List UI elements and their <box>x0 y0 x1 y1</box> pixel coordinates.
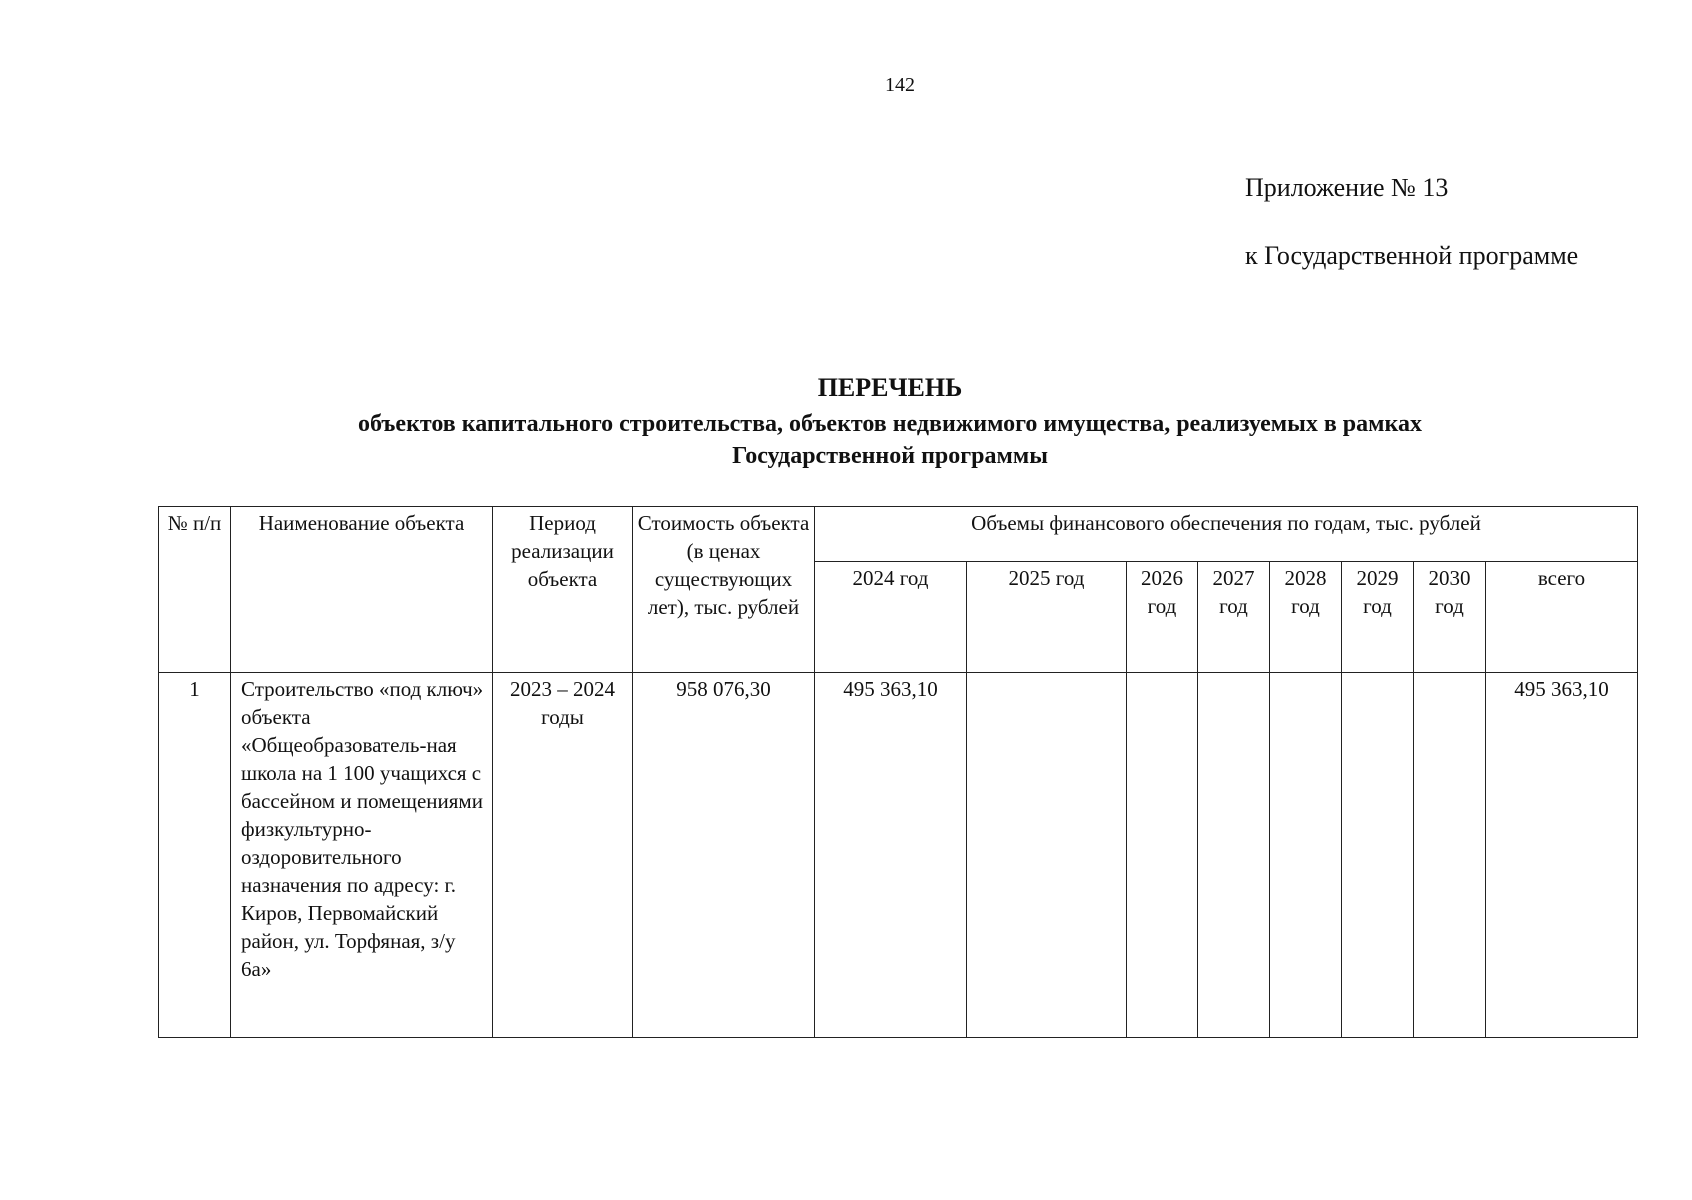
cell-year-2024: 495 363,10 <box>815 673 967 1038</box>
header-year-2024: 2024 год <box>815 562 967 673</box>
header-object-name: Наименование объекта <box>231 507 493 673</box>
cell-period: 2023 – 2024 годы <box>493 673 633 1038</box>
cell-year-2025 <box>967 673 1127 1038</box>
document-subtitle-line-2: Государственной программы <box>732 443 1048 469</box>
cell-cost: 958 076,30 <box>633 673 815 1038</box>
cell-total: 495 363,10 <box>1486 673 1638 1038</box>
cell-year-2026 <box>1127 673 1198 1038</box>
header-funding-group: Объемы финансового обеспечения по годам, тыс. рублей <box>815 507 1638 562</box>
cell-year-2027 <box>1198 673 1270 1038</box>
header-num: № п/п <box>159 507 231 673</box>
cell-object-name: Строительство «под ключ» объекта «Общеобразователь-ная школа на 1 100 учащихся с бассейном и помещениями физкультурно-оздоровительного назначения по адресу: г. Киров, Первомайский район, ул. Торфяная, з/у 6а» <box>231 673 493 1038</box>
header-cost: Стоимость объекта (в ценах существующих лет), тыс. рублей <box>633 507 815 673</box>
cell-year-2028 <box>1270 673 1342 1038</box>
header-year-2025: 2025 год <box>967 562 1127 673</box>
header-year-2027: 2027 год <box>1198 562 1270 673</box>
document-title: ПЕРЕЧЕНЬ <box>817 373 963 402</box>
header-total: всего <box>1486 562 1638 673</box>
header-year-2026: 2026 год <box>1127 562 1198 673</box>
cell-year-2029 <box>1342 673 1414 1038</box>
header-year-2028: 2028 год <box>1270 562 1342 673</box>
table-row <box>159 673 1638 1038</box>
document-subtitle-line-1: объектов капитального строительства, объектов недвижимого имущества, реализуемых в рамках <box>358 411 1422 437</box>
page-number: 142 <box>885 74 915 96</box>
document-subtitle <box>160 408 1620 472</box>
appendix-label: Приложение № 13 <box>1245 173 1449 202</box>
appendix-reference: к Государственной программе <box>1245 241 1579 270</box>
table-header-row <box>159 507 1638 562</box>
header-year-2030: 2030 год <box>1414 562 1486 673</box>
objects-table <box>158 506 1638 1038</box>
header-year-2029: 2029 год <box>1342 562 1414 673</box>
cell-num: 1 <box>159 673 231 1038</box>
header-period: Период реализации объекта <box>493 507 633 673</box>
cell-year-2030 <box>1414 673 1486 1038</box>
